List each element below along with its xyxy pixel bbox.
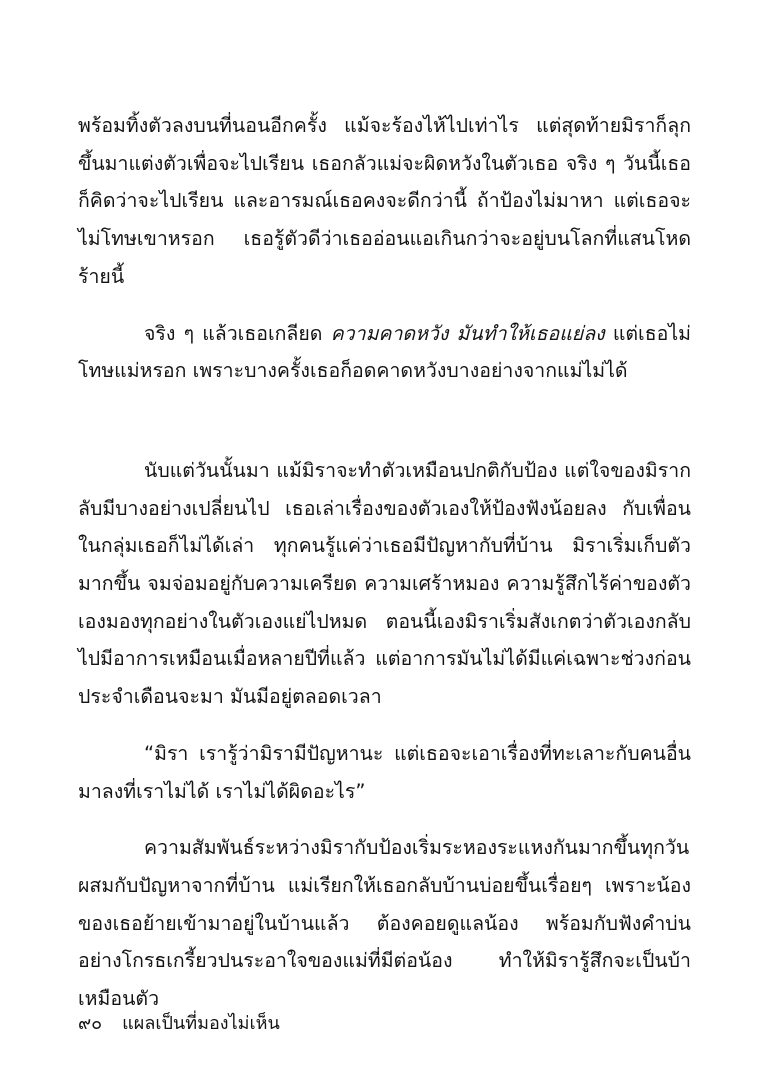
paragraph-5: ความสัมพันธ์ระหว่างมิรากับป้องเริ่มระหองระแหงกันมากขึ้นทุกวันผสมกับปัญหาจากที่บ้าน แม่เรียกให้เธอกลับบ้านบ่อยขึ้นเรื่อยๆ เพราะน้องของเธอย้ายเข้ามาอยู่ในบ้านแล้ว ต้องคอยดูแลน้อง พร้อมกับฟังคำบ่นอย่างโกรธเกรี้ยวปนระอาใจของแม่ที่มีต่อน้อง ทำให้มิรารู้สึกจะเป็นบ้า เหมือนตัว xyxy=(78,836,691,1011)
paragraph-1: พร้อมทิ้งตัวลงบนที่นอนอีกครั้ง แม้จะร้องไห้ไปเท่าไร แต่สุดท้ายมิราก็ลุกขึ้นมาแต่งตัวเพื่อจะไปเรียน เธอกลัวแม่จะผิดหวังในตัวเธอ จริง ๆ วันนี้เธอก็คิดว่าจะไปเรียน และอารมณ์เธอคงจะดีกว่านี้ ถ้าป้องไม่มาหา แต่เธอจะไม่โทษเขาหรอก เธอรู้ตัวดีว่าเธออ่อนแอเกินกว่าจะอยู่บนโลกที่แสนโหดร้ายนี้ xyxy=(78,114,691,288)
paragraph-gap xyxy=(78,296,691,315)
paragraph-2-rest: แต่เธอไม่โทษแม่หรอก เพราะบางครั้งเธอก็อดคาดหวังบางอย่างจากแม่ไม่ได้ xyxy=(78,321,691,383)
book-title: แผลเป็นที่มองไม่เห็น xyxy=(122,1013,280,1034)
dialogue-quote: “มิรา เรารู้ว่ามิรามีปัญหานะ แต่เธอจะเอาเรื่องที่ทะเลาะกับคนอื่นมาลงที่เราไม่ได้ เราไม่ได้ผิดอะไร” xyxy=(78,741,691,803)
section-break xyxy=(78,390,691,452)
paragraph-gap xyxy=(78,716,691,735)
paragraph-3: นับแต่วันนั้นมา แม้มิราจะทำตัวเหมือนปกติกับป้อง แต่ใจของมิรากลับมีบางอย่างเปลี่ยนไป เธอเล่าเรื่องของตัวเองให้ป้องฟังน้อยลง กับเพื่อนในกลุ่มเธอก็ไม่ได้เล่า ทุกคนรู้แค่ว่าเธอมีปัญหากับที่บ้าน มิราเริ่มเก็บตัวมากขึ้น จมจ่อมอยู่กับความเครียด ความเศร้าหมอง ความรู้สึกไร้ค่าของตัวเองมองทุกอย่างในตัวเองแย่ไปหมด ตอนนี้เองมิราเริ่มสังเกตว่าตัวเองกลับไปมีอาการเหมือนเมื่อหลายปีที่แล้ว แต่อาการมันไม่ได้มีแค่เฉพาะช่วงก่อนประจำเดือนจะมา มันมีอยู่ตลอดเวลา xyxy=(78,458,691,709)
paragraph-2-lead: จริง ๆ แล้วเธอเกลียด xyxy=(144,321,331,345)
paragraph-2-emphasis: ความคาดหวัง มันทำให้เธอแย่ลง xyxy=(330,321,605,345)
paragraph-2 xyxy=(78,315,691,390)
page-number: ๙๐ xyxy=(78,1013,103,1034)
page-footer xyxy=(78,1012,280,1036)
body-text xyxy=(78,107,691,1018)
paragraph-gap xyxy=(78,810,691,829)
